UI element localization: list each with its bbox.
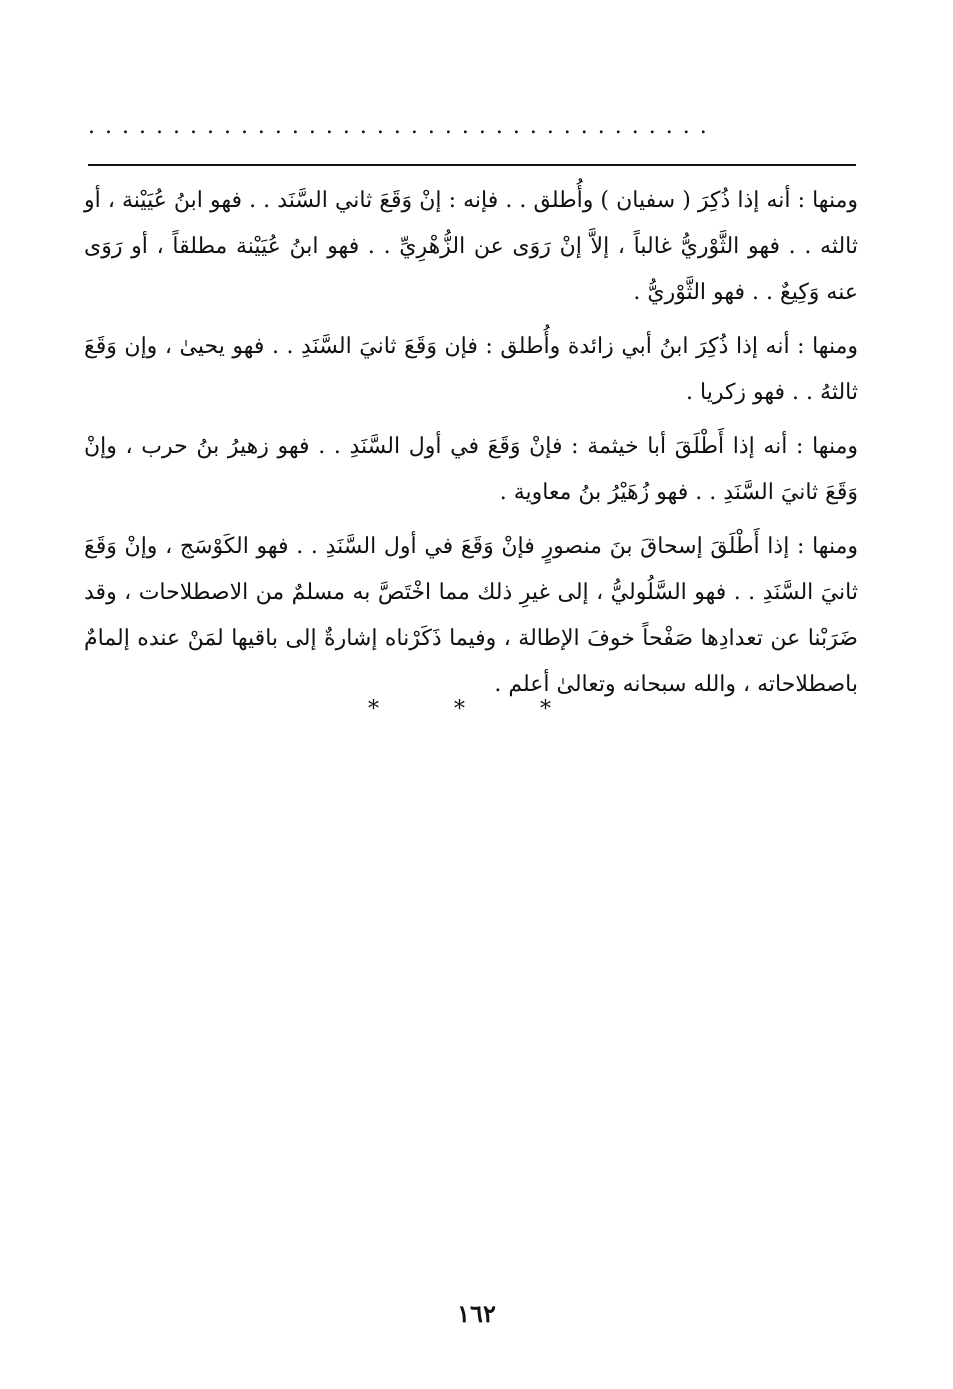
body-text (84, 178, 858, 708)
horizontal-rule (88, 164, 856, 166)
page-number: ١٦٢ (457, 1299, 496, 1328)
dot-leader: ..................................... (88, 114, 717, 139)
paragraph-abu-khaythama: ومنها : أنه إذا أَطْلَقَ أبا خيثمة : فإنْ وَقَعَ في أول السَّنَدِ . . فهو زهيرُ بنُ حرب ، وإنْ وَقَعَ ثانيَ السَّنَدِ . . فهو زُهَيْرُ بنُ معاوية . (84, 434, 858, 505)
paragraph-sufyan: ومنها : أنه إذا ذُكِرَ ( سفيان ) وأُطلق . . فإنه : إنْ وَقَعَ ثاني السَّنَد . . فهو ابنُ عُيَيْنة ، أو ثالثه . . فهو الثَّوْريُّ غالباً ، إلاَّ إنْ رَوَى عن الزُّهْرِيِّ . . فهو ابنُ عُيَيْنة مطلقاً ، أو رَوَى عنه وَكِيعٌ . . فهو الثَّوْريُّ . (84, 188, 858, 305)
paragraph-ishaq-ibn-mansur: ومنها : إذا أَطْلَقَ إسحاقَ بنَ منصورٍ فإنْ وَقَعَ في أول السَّنَدِ . . فهو الكَوْسَج ، وإنْ وَقَعَ ثانيَ السَّنَدِ . . فهو السَّلُوليُّ ، إلى غيرِ ذلك مما اخْتَصَّ به مسلمٌ من الاصطلاحات ، وقد ضَرَبْنا عن تعدادِها صَفْحاً خوفَ الإطالة ، وفيما ذَكَرْناه إشارةٌ إلى باقيها لمَنْ عنده إلمامٌ باصطلاحاته ، والله سبحانه وتعالىٰ أعلم . (84, 534, 858, 697)
paragraph-ibn-abi-zaida: ومنها : أنه إذا ذُكِرَ ابنُ أبي زائدة وأُطلق : فإن وَقَعَ ثانيَ السَّنَدِ . . فهو يحيىٰ ، وإن وَقَعَ ثالثهُ . . فهو زكريا . (84, 334, 858, 405)
section-separator: * * * (368, 697, 585, 722)
